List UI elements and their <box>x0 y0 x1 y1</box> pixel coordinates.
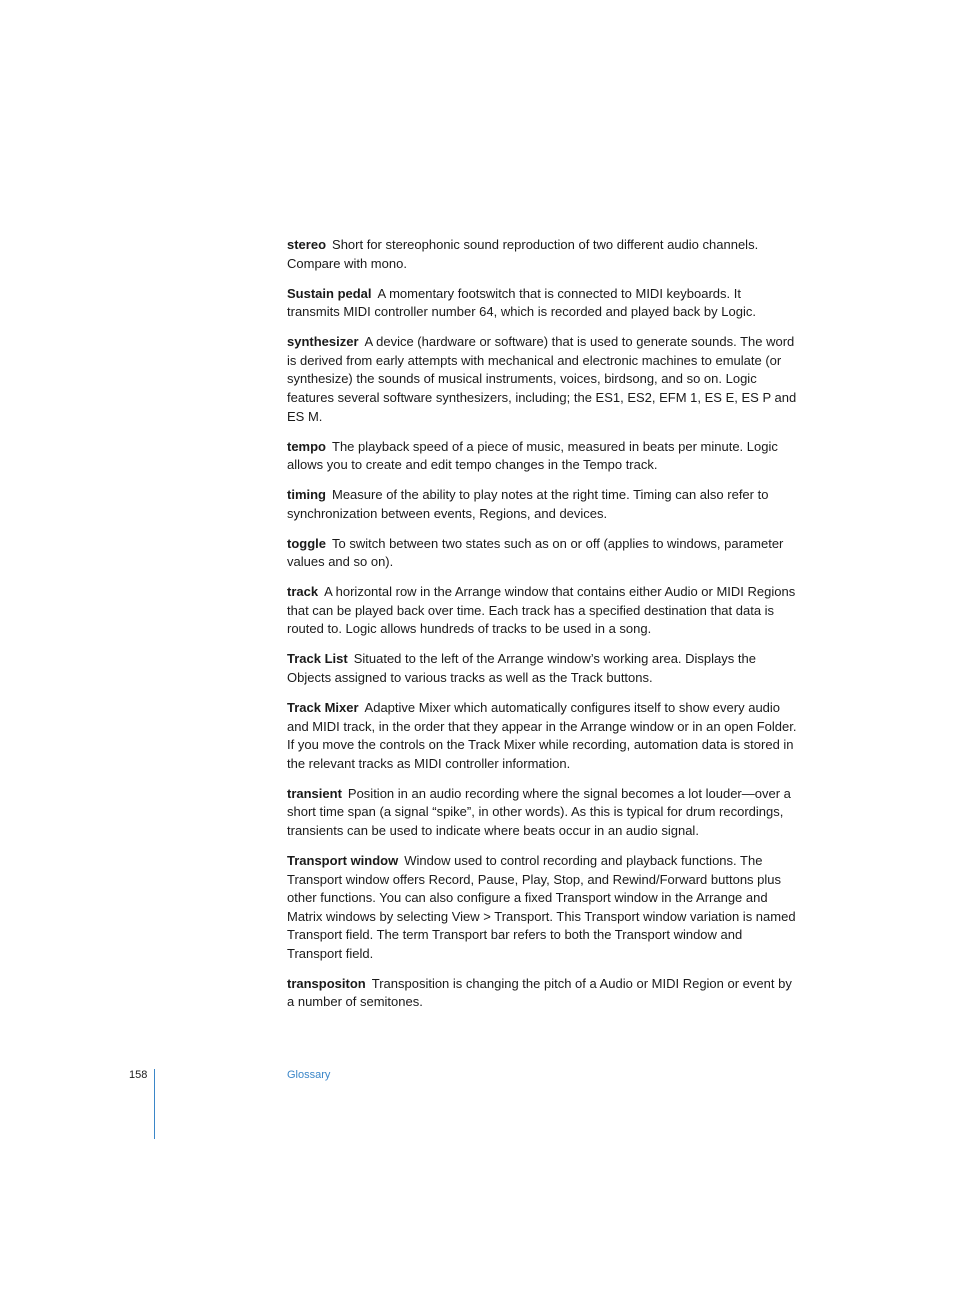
glossary-entry-timing <box>287 486 797 523</box>
entry-definition: Situated to the left of the Arrange window’s working area. Displays the Objects assigned to various tracks as well as the Track buttons. <box>287 651 756 686</box>
entry-definition: The playback speed of a piece of music, measured in beats per minute. Logic allows you to create and edit tempo changes in the Tempo track. <box>287 438 778 473</box>
entry-definition: To switch between two states such as on or off (applies to windows, parameter values and so on). <box>287 535 784 570</box>
entry-term: Track Mixer <box>287 700 359 715</box>
glossary-entry-track <box>287 583 797 639</box>
glossary-entry-track-list <box>287 650 797 687</box>
glossary-entry-transient <box>287 785 797 841</box>
entry-definition: A device (hardware or software) that is used to generate sounds. The word is derived from early attempts with mechanical and electronic machines to emulate (or synthesize) the sounds of musical instruments, voices, birdsong, and so on. Logic features several software synthesizers, including; the ES1, ES2, EFM 1, ES E, ES P and ES M. <box>287 334 797 424</box>
entry-definition: Window used to control recording and playback functions. The Transport window offers Record, Pause, Play, Stop, and Rewind/Forward buttons plus other functions. You can also configure a fixed Transport window in the Arrange and Matrix windows by selecting View > Transport. This Transport window variation is named Transport field. The term Transport bar refers to both the Transport window and Transport field. <box>287 852 796 961</box>
glossary-entry-track-mixer <box>287 699 797 773</box>
glossary-entry-stereo <box>287 236 797 273</box>
entry-term: Track List <box>287 651 348 667</box>
entry-definition: Position in an audio recording where the signal becomes a lot louder—over a short time span (a signal “spike”, in other words). As this is typical for drum recordings, transients can be used to indicate where beats occur in an audio signal. <box>287 785 791 838</box>
entry-definition: Transposition is changing the pitch of a Audio or MIDI Region or event by a number of semitones. <box>287 975 792 1010</box>
entry-term: transient <box>287 785 342 801</box>
footer-section-link[interactable]: Glossary <box>287 1069 331 1081</box>
glossary-entry-sustain-pedal <box>287 285 797 322</box>
entry-term: Transport window <box>287 852 399 868</box>
page-number: 158 <box>129 1069 148 1081</box>
entry-definition: A momentary footswitch that is connected to MIDI keyboards. It transmits MIDI controller number 64, which is recorded and played back by Logic. <box>287 285 756 320</box>
entry-term: synthesizer <box>287 334 359 350</box>
entry-term: toggle <box>287 535 326 551</box>
entry-term: timing <box>287 487 326 503</box>
entry-definition: Short for stereophonic sound reproduction of two different audio channels. Compare with mono. <box>287 237 759 271</box>
glossary-entry-tempo <box>287 438 797 475</box>
glossary-entry-synthesizer <box>287 333 797 426</box>
glossary-entry-transpositon <box>287 975 797 1012</box>
entry-term: Sustain pedal <box>287 285 372 301</box>
entry-definition: A horizontal row in the Arrange window that contains either Audio or MIDI Regions that can be played back over time. Each track has a specified destination that data is routed to. Logic allows hundreds of tracks to be used in a song. <box>287 584 796 637</box>
glossary-list <box>287 236 797 1023</box>
entry-definition: Adaptive Mixer which automatically configures itself to show every audio and MIDI track, in the order that they appear in the Arrange window or in an open Folder. If you move the controls on the Track Mixer while recording, automation data is stored in the relevant tracks as MIDI controller information. <box>287 700 797 771</box>
entry-term: stereo <box>287 237 327 252</box>
entry-term: tempo <box>287 438 326 454</box>
glossary-entry-toggle <box>287 535 797 572</box>
entry-term: transpositon <box>287 975 366 991</box>
entry-definition: Measure of the ability to play notes at the right time. Timing can also refer to synchronization between events, Regions, and devices. <box>287 487 769 521</box>
entry-term: track <box>287 584 319 600</box>
glossary-entry-transport-window <box>287 852 797 964</box>
footer-divider <box>154 1069 155 1139</box>
